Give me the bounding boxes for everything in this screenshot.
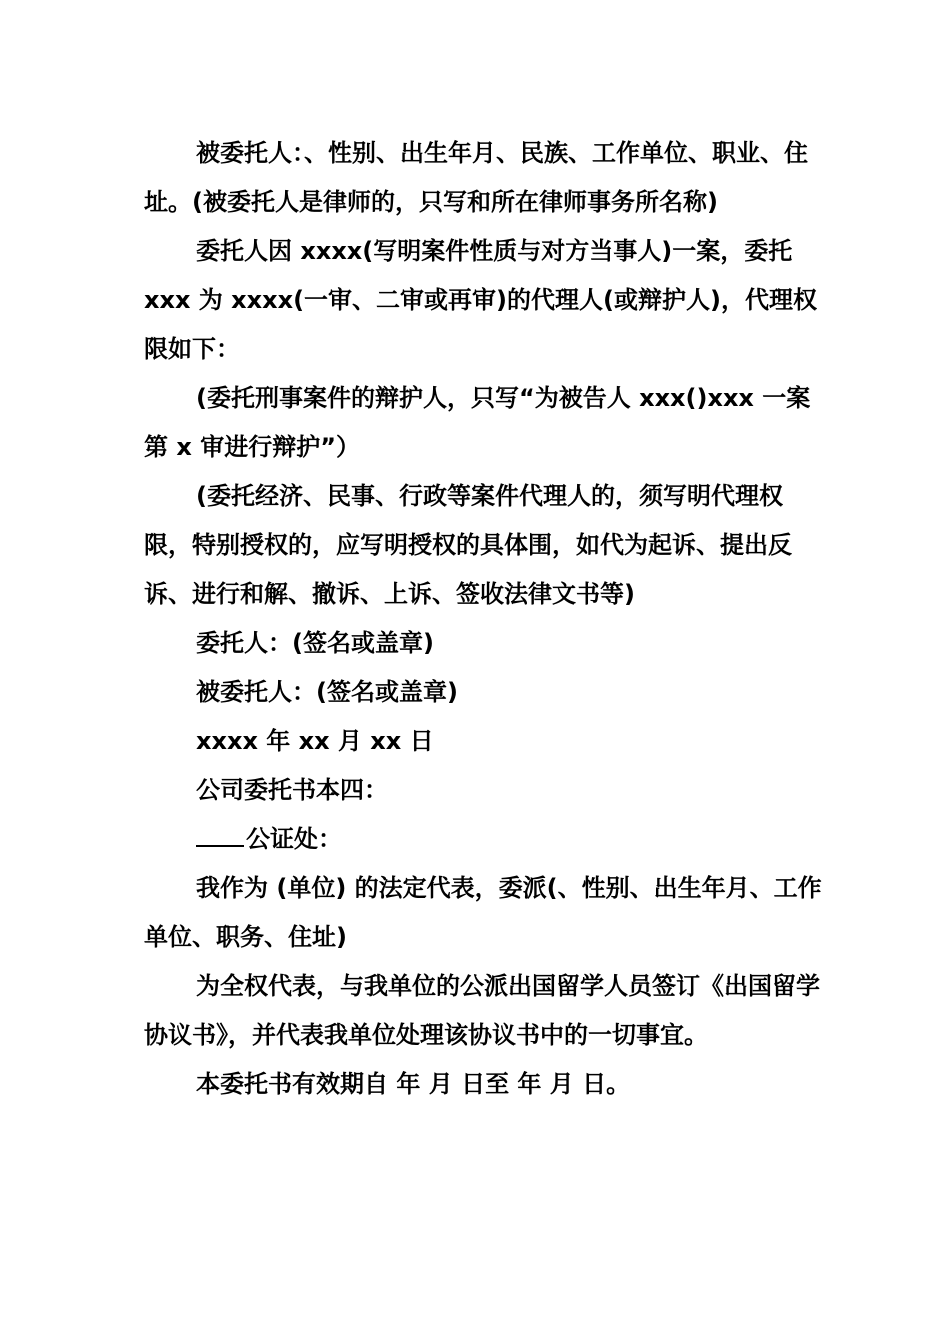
paragraph-civil-note: (委托经济、民事、行政等案件代理人的，须写明代理权限，特别授权的，应写明授权的具体围，如代为起诉、提出反诉、进行和解、撤诉、上诉、签收法律文书等) <box>144 482 792 608</box>
paragraph-validity-period: 本委托书有效期自 年 月 日至 年 月 日。 <box>196 1070 631 1098</box>
paragraph-section-heading: 公司委托书本四： <box>196 776 388 804</box>
paragraph-trustee-info: 被委托人：、性别、出生年月、民族、工作单位、职业、住址。(被委托人是律师的，只写和所在律师事务所名称) <box>144 139 808 216</box>
paragraph-criminal-note: (委托刑事案件的辩护人，只写“为被告人 xxx()xxx 一案第 x 审进行辩护”） <box>144 384 811 461</box>
fill-in-blank <box>196 823 244 847</box>
paragraph-principal-signature: 委托人：(签名或盖章) <box>196 629 434 657</box>
paragraph-notary-office <box>144 815 824 864</box>
paragraph-trustee-signature: 被委托人：(签名或盖章) <box>196 678 458 706</box>
document-body <box>144 129 824 1109</box>
paragraph-full-authority: 为全权代表，与我单位的公派出国留学人员签订《出国留学协议书》，并代表我单位处理该协议书中的一切事宜。 <box>144 972 820 1049</box>
paragraph-case-delegation: 委托人因 xxxx(写明案件性质与对方当事人)一案，委托 xxx 为 xxxx(一审、二审或再审)的代理人(或辩护人)，代理权限如下： <box>144 237 817 363</box>
notary-label: 公证处： <box>246 825 342 853</box>
paragraph-date: xxxx 年 xx 月 xx 日 <box>196 727 434 755</box>
paragraph-legal-representative: 我作为 (单位) 的法定代表，委派(、性别、出生年月、工作单位、职务、住址) <box>144 874 822 951</box>
